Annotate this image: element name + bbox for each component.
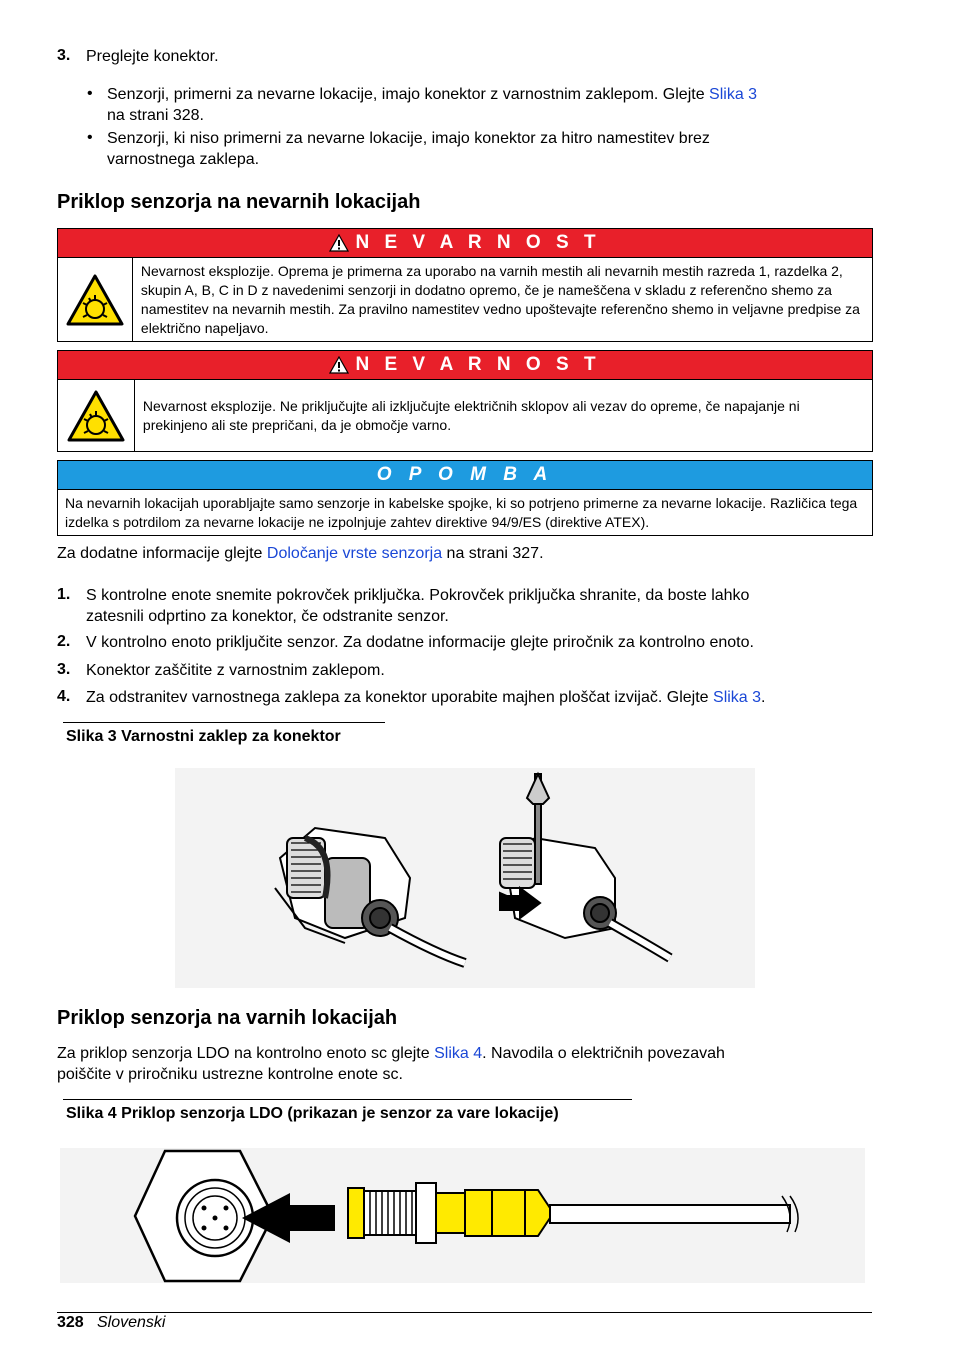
section-title-hazardous: Priklop senzorja na nevarnih lokacijah [57, 191, 421, 213]
step-text: S kontrolne enote snemite pokrovček priključka. Pokrovček priključka shranite, da boste lahko zatesnili odprtino za konektor, če odstranite senzor. [86, 587, 750, 625]
danger-text: Nevarnost eksplozije. Ne priključujte ali izključujte električnih sklopov ali vezav do opreme, če napajanje ni prekinjeno ali ste prepričani, da je območje varno. [142, 398, 800, 433]
link-slika-3[interactable]: Slika 3 [713, 689, 762, 706]
footer-rule [57, 1312, 872, 1313]
info-line: Za dodatne informacije glejte Določanje vrste senzorja na strani 327. [57, 545, 544, 562]
bullet-item-1: Senzorji, primerni za nevarne lokacije, imajo konektor z varnostnim zaklepom. Glejte Slika 3 na strani 328. [107, 86, 758, 124]
step-number: 2. [57, 633, 71, 650]
note-header: O P O M B A [58, 461, 872, 490]
step-text: Preglejte konektor. [86, 48, 219, 65]
explosion-hazard-icon [58, 380, 135, 452]
link-sensor-type[interactable]: Določanje vrste senzorja [266, 545, 443, 562]
danger-text: Nevarnost eksplozije. Oprema je primerna za uporabo na varnih mestih ali nevarnih mestih razreda 1, razdelka 2, skupin A, B, C in D z navedenimi senzorji in dodatno opremo, če je nameščena v skladu z referenčno shemo za namestitev na nevarnih mestih. Za pravilno namestitev vedno upoštevajte referenčno shemo in veljavne predpise za električno napeljavo. [140, 263, 860, 336]
section2-paragraph: Za priklop senzorja LDO na kontrolno enoto sc glejte Slika 4. Navodila o električnih povezavah poiščite v priročniku ustrezne kontrolne enote sc. [57, 1045, 725, 1083]
bullet-dot: • [87, 85, 93, 102]
danger-box-1 [57, 228, 873, 342]
link-slika-3[interactable]: Slika 3 [709, 86, 758, 103]
step-number: 1. [57, 586, 71, 603]
figure-3-caption: Slika 3 Varnostni zaklep za konektor [66, 728, 341, 745]
step-number: 3. [57, 661, 71, 678]
figure-4-caption: Slika 4 Priklop senzorja LDO (prikazan je senzor za vare lokacije) [66, 1105, 559, 1122]
step-text: Za odstranitev varnostnega zaklepa za konektor uporabite majhen ploščat izvijač. Glejte Slika 3. [86, 689, 766, 706]
warning-triangle-icon [329, 234, 349, 252]
danger-header: N E V A R N O S T [58, 351, 872, 380]
step-number: 3. [57, 47, 71, 64]
step-text: Konektor zaščitite z varnostnim zaklepom. [86, 662, 385, 679]
note-text: Na nevarnih lokacijah uporabljajte samo senzorje in kabelske spojke, ki so potrjeno primerne za nevarne lokacije. Različica tega izdelka s potrdilom za nevarne lokacije ne izpolnjuje zahtev direktive 94/9/ES (direktive ATEX). [65, 495, 858, 530]
footer-language: Slovenski [97, 1314, 166, 1331]
note-box [57, 460, 873, 536]
section-title-safe: Priklop senzorja na varnih lokacijah [57, 1007, 398, 1029]
bullet-item-2: Senzorji, ki niso primerni za nevarne lokacije, imajo konektor za hitro namestitev brez varnostnega zaklepa. [107, 130, 710, 168]
danger-header: N E V A R N O S T [58, 229, 872, 258]
explosion-hazard-icon [58, 258, 133, 342]
bullet-dot: • [87, 129, 93, 146]
page-number: 328 [57, 1314, 84, 1331]
figure-4-ldo-sensor-illustration [60, 1148, 865, 1283]
step-text: V kontrolno enoto priključite senzor. Za dodatne informacije glejte priročnik za kontrolno enoto. [86, 634, 754, 651]
link-slika-4[interactable]: Slika 4 [434, 1045, 483, 1062]
figure-3-connector-lock-illustration [175, 768, 755, 988]
step-number: 4. [57, 688, 71, 705]
warning-triangle-icon [329, 356, 349, 374]
figure-rule [63, 722, 385, 723]
figure-rule [63, 1099, 632, 1100]
danger-box-2 [57, 350, 873, 452]
